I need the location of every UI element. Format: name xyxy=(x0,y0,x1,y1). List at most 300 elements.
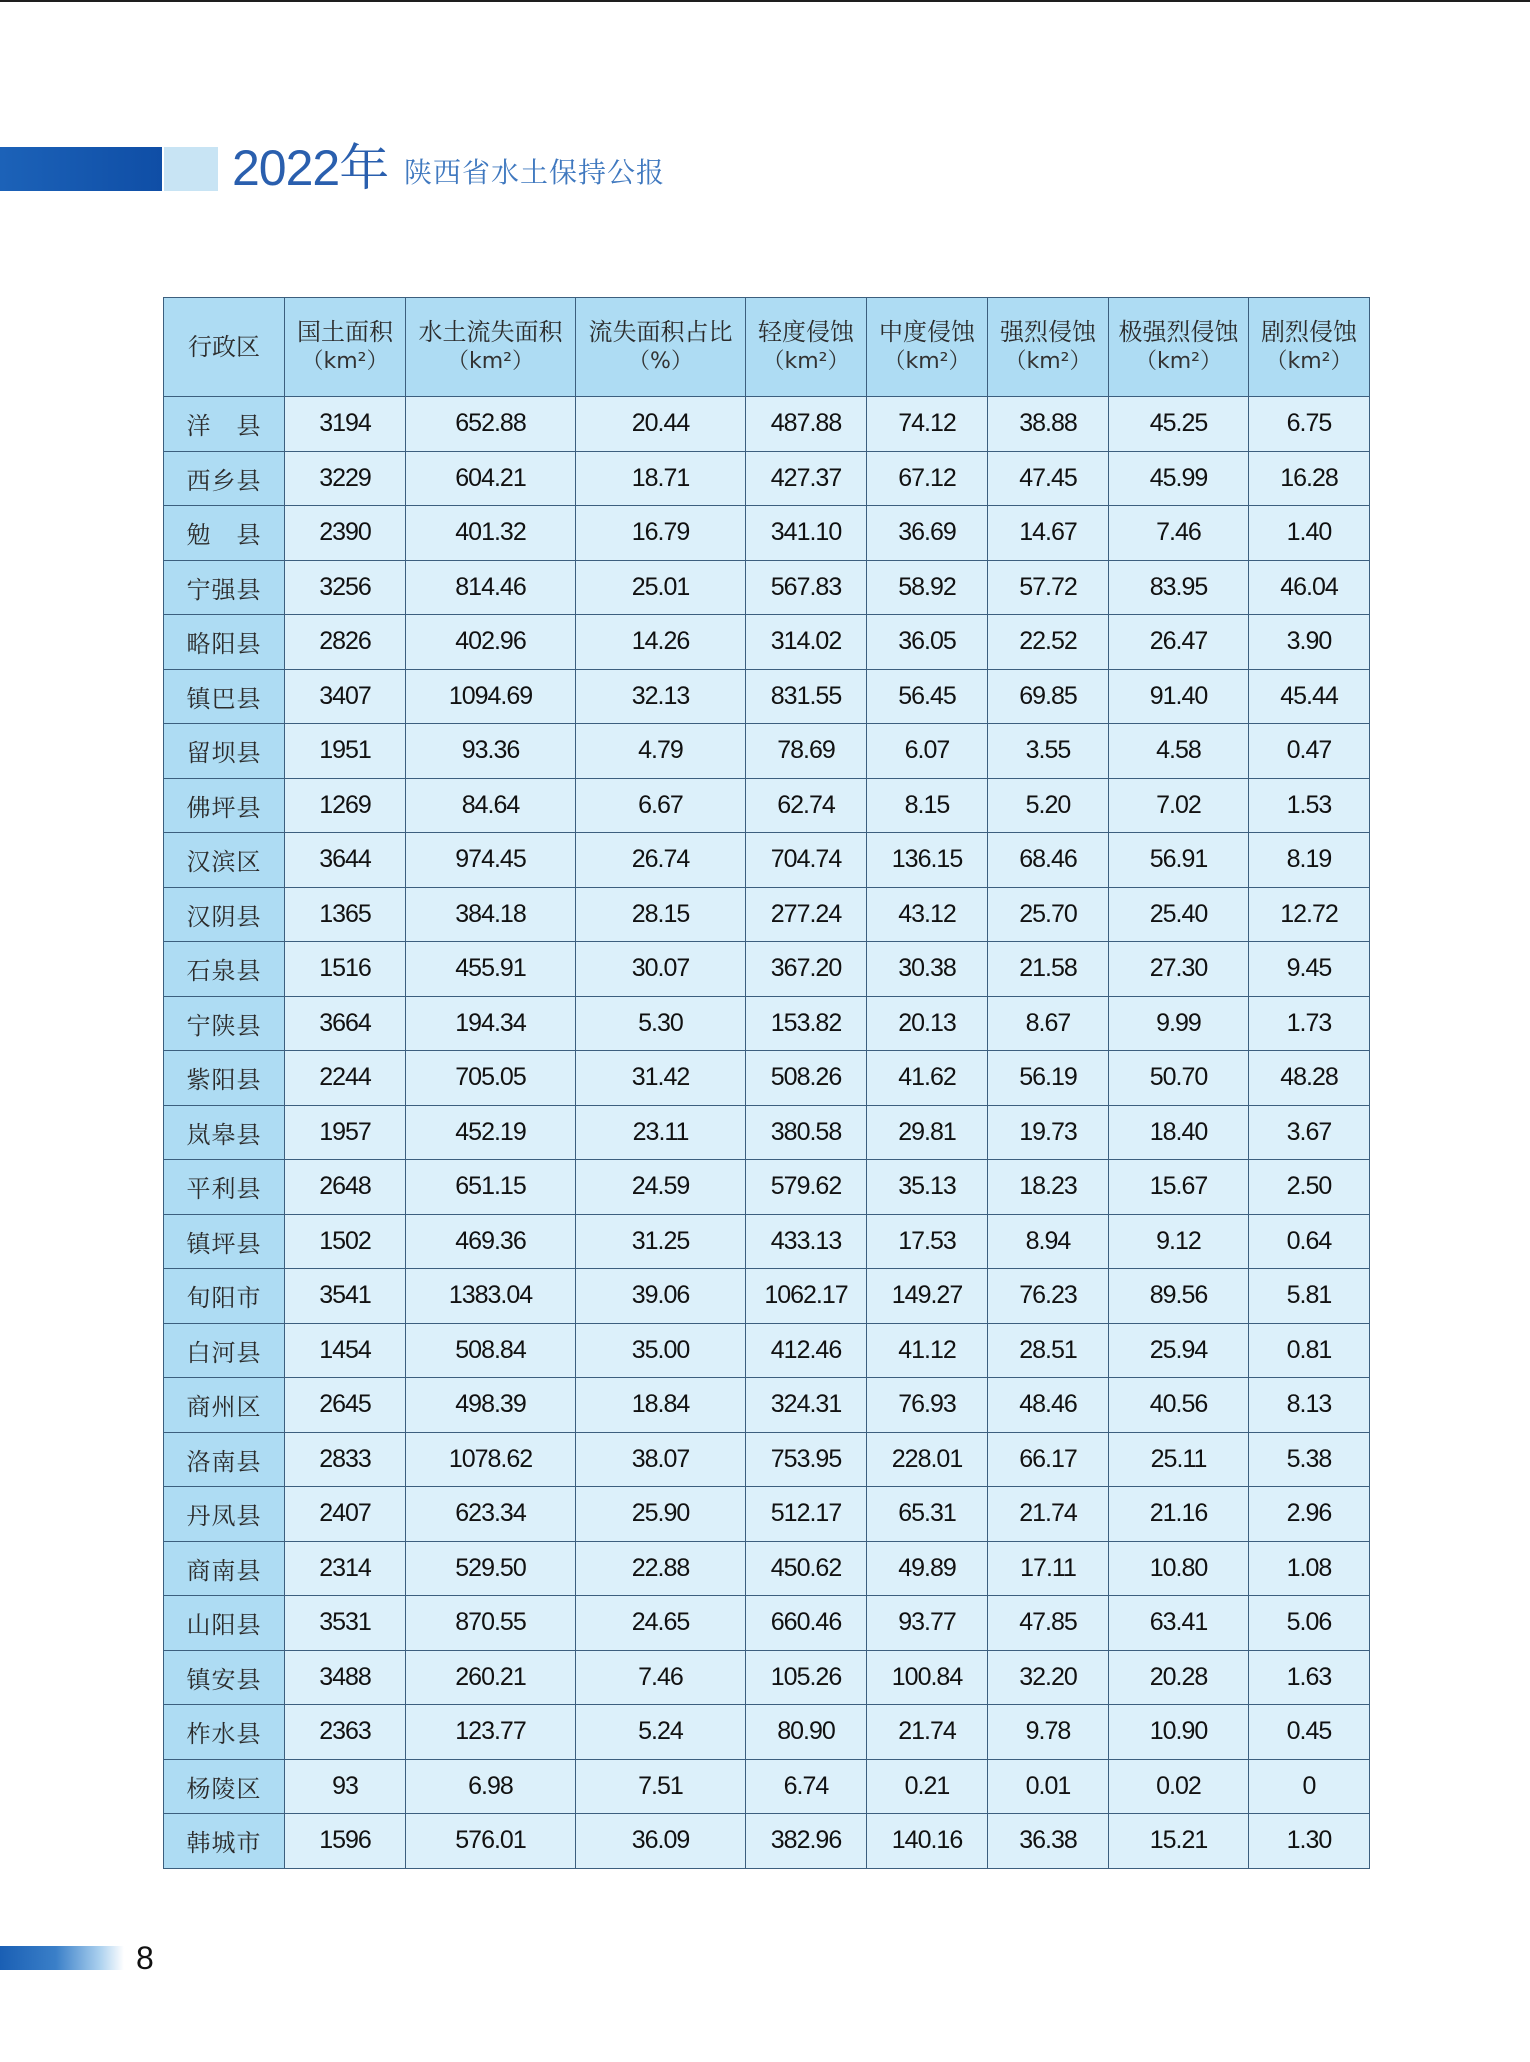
value-cell: 1502 xyxy=(285,1214,406,1269)
column-header-unit: （km²） xyxy=(301,349,389,374)
column-header-unit: （km²） xyxy=(1135,349,1222,374)
table-row xyxy=(164,1487,1370,1542)
region-cell: 镇安县 xyxy=(164,1650,285,1705)
table-header-row xyxy=(164,298,1370,397)
value-cell: 5.38 xyxy=(1249,1432,1370,1487)
value-cell: 753.95 xyxy=(746,1432,867,1487)
value-cell: 41.12 xyxy=(867,1323,988,1378)
value-cell: 194.34 xyxy=(406,996,576,1051)
value-cell: 50.70 xyxy=(1109,1051,1249,1106)
value-cell: 18.84 xyxy=(576,1378,746,1433)
value-cell: 3256 xyxy=(285,560,406,615)
value-cell: 0.81 xyxy=(1249,1323,1370,1378)
value-cell: 62.74 xyxy=(746,778,867,833)
value-cell: 32.13 xyxy=(576,669,746,724)
column-header xyxy=(1109,298,1249,397)
value-cell: 314.02 xyxy=(746,615,867,670)
column-header-label: 国土面积 xyxy=(297,318,393,346)
table-row xyxy=(164,506,1370,561)
value-cell: 8.19 xyxy=(1249,833,1370,888)
value-cell: 3541 xyxy=(285,1269,406,1324)
table-row xyxy=(164,887,1370,942)
value-cell: 91.40 xyxy=(1109,669,1249,724)
value-cell: 25.94 xyxy=(1109,1323,1249,1378)
value-cell: 1957 xyxy=(285,1105,406,1160)
value-cell: 10.90 xyxy=(1109,1705,1249,1760)
footer-accent-bar xyxy=(0,1946,124,1970)
value-cell: 1454 xyxy=(285,1323,406,1378)
value-cell: 21.16 xyxy=(1109,1487,1249,1542)
value-cell: 80.90 xyxy=(746,1705,867,1760)
value-cell: 105.26 xyxy=(746,1650,867,1705)
value-cell: 14.67 xyxy=(988,506,1109,561)
region-cell: 平利县 xyxy=(164,1160,285,1215)
region-cell: 白河县 xyxy=(164,1323,285,1378)
value-cell: 1.08 xyxy=(1249,1541,1370,1596)
region-cell: 西乡县 xyxy=(164,451,285,506)
region-cell: 镇巴县 xyxy=(164,669,285,724)
table-row xyxy=(164,1214,1370,1269)
value-cell: 433.13 xyxy=(746,1214,867,1269)
value-cell: 1269 xyxy=(285,778,406,833)
value-cell: 27.30 xyxy=(1109,942,1249,997)
value-cell: 1383.04 xyxy=(406,1269,576,1324)
value-cell: 36.38 xyxy=(988,1814,1109,1869)
column-header xyxy=(746,298,867,397)
value-cell: 3.90 xyxy=(1249,615,1370,670)
value-cell: 39.06 xyxy=(576,1269,746,1324)
value-cell: 45.25 xyxy=(1109,397,1249,452)
value-cell: 6.07 xyxy=(867,724,988,779)
value-cell: 17.11 xyxy=(988,1541,1109,1596)
value-cell: 6.75 xyxy=(1249,397,1370,452)
column-header-label: 剧烈侵蚀 xyxy=(1261,318,1357,346)
value-cell: 14.26 xyxy=(576,615,746,670)
value-cell: 5.20 xyxy=(988,778,1109,833)
region-cell: 留坝县 xyxy=(164,724,285,779)
value-cell: 9.99 xyxy=(1109,996,1249,1051)
value-cell: 2314 xyxy=(285,1541,406,1596)
value-cell: 48.46 xyxy=(988,1378,1109,1433)
value-cell: 56.45 xyxy=(867,669,988,724)
value-cell: 20.44 xyxy=(576,397,746,452)
column-header-label: 流失面积占比 xyxy=(588,318,733,346)
value-cell: 136.15 xyxy=(867,833,988,888)
table-row xyxy=(164,1814,1370,1869)
value-cell: 153.82 xyxy=(746,996,867,1051)
value-cell: 18.71 xyxy=(576,451,746,506)
table-row xyxy=(164,1432,1370,1487)
value-cell: 1078.62 xyxy=(406,1432,576,1487)
value-cell: 46.04 xyxy=(1249,560,1370,615)
column-header xyxy=(988,298,1109,397)
region-cell: 镇坪县 xyxy=(164,1214,285,1269)
table-row xyxy=(164,833,1370,888)
value-cell: 3.67 xyxy=(1249,1105,1370,1160)
column-header xyxy=(285,298,406,397)
value-cell: 48.28 xyxy=(1249,1051,1370,1106)
table-row xyxy=(164,1051,1370,1106)
value-cell: 21.58 xyxy=(988,942,1109,997)
region-cell: 勉 县 xyxy=(164,506,285,561)
table-row xyxy=(164,1705,1370,1760)
column-header-label: 水土流失面积 xyxy=(418,318,563,346)
value-cell: 508.84 xyxy=(406,1323,576,1378)
column-header xyxy=(164,298,285,397)
value-cell: 57.72 xyxy=(988,560,1109,615)
value-cell: 3488 xyxy=(285,1650,406,1705)
value-cell: 20.28 xyxy=(1109,1650,1249,1705)
value-cell: 3.55 xyxy=(988,724,1109,779)
value-cell: 22.88 xyxy=(576,1541,746,1596)
table-row xyxy=(164,1596,1370,1651)
value-cell: 2648 xyxy=(285,1160,406,1215)
region-cell: 山阳县 xyxy=(164,1596,285,1651)
value-cell: 26.74 xyxy=(576,833,746,888)
value-cell: 529.50 xyxy=(406,1541,576,1596)
value-cell: 36.69 xyxy=(867,506,988,561)
value-cell: 56.91 xyxy=(1109,833,1249,888)
region-cell: 柞水县 xyxy=(164,1705,285,1760)
value-cell: 19.73 xyxy=(988,1105,1109,1160)
value-cell: 20.13 xyxy=(867,996,988,1051)
value-cell: 84.64 xyxy=(406,778,576,833)
column-header-unit: （km²） xyxy=(1004,349,1092,374)
column-header-label: 极强烈侵蚀 xyxy=(1118,318,1239,346)
value-cell: 2390 xyxy=(285,506,406,561)
value-cell: 260.21 xyxy=(406,1650,576,1705)
value-cell: 16.79 xyxy=(576,506,746,561)
value-cell: 8.94 xyxy=(988,1214,1109,1269)
value-cell: 15.21 xyxy=(1109,1814,1249,1869)
value-cell: 74.12 xyxy=(867,397,988,452)
value-cell: 18.40 xyxy=(1109,1105,1249,1160)
table-row xyxy=(164,996,1370,1051)
value-cell: 18.23 xyxy=(988,1160,1109,1215)
header-year: 2022年 xyxy=(232,140,389,196)
value-cell: 1094.69 xyxy=(406,669,576,724)
value-cell: 7.51 xyxy=(576,1759,746,1814)
value-cell: 45.99 xyxy=(1109,451,1249,506)
value-cell: 367.20 xyxy=(746,942,867,997)
top-rule xyxy=(0,0,1530,2)
value-cell: 427.37 xyxy=(746,451,867,506)
column-header-unit: （km²） xyxy=(883,349,971,374)
value-cell: 0 xyxy=(1249,1759,1370,1814)
value-cell: 228.01 xyxy=(867,1432,988,1487)
value-cell: 38.07 xyxy=(576,1432,746,1487)
soil-erosion-table xyxy=(163,297,1370,1869)
value-cell: 7.46 xyxy=(576,1650,746,1705)
value-cell: 89.56 xyxy=(1109,1269,1249,1324)
table-row xyxy=(164,397,1370,452)
value-cell: 3664 xyxy=(285,996,406,1051)
value-cell: 3644 xyxy=(285,833,406,888)
column-header xyxy=(406,298,576,397)
value-cell: 512.17 xyxy=(746,1487,867,1542)
value-cell: 45.44 xyxy=(1249,669,1370,724)
value-cell: 7.02 xyxy=(1109,778,1249,833)
value-cell: 623.34 xyxy=(406,1487,576,1542)
table-row xyxy=(164,724,1370,779)
value-cell: 402.96 xyxy=(406,615,576,670)
value-cell: 41.62 xyxy=(867,1051,988,1106)
value-cell: 567.83 xyxy=(746,560,867,615)
value-cell: 32.20 xyxy=(988,1650,1109,1705)
region-cell: 岚皋县 xyxy=(164,1105,285,1160)
value-cell: 29.81 xyxy=(867,1105,988,1160)
value-cell: 35.13 xyxy=(867,1160,988,1215)
region-cell: 旬阳市 xyxy=(164,1269,285,1324)
value-cell: 68.46 xyxy=(988,833,1109,888)
column-header-label: 轻度侵蚀 xyxy=(758,318,854,346)
value-cell: 2826 xyxy=(285,615,406,670)
value-cell: 1.53 xyxy=(1249,778,1370,833)
value-cell: 1516 xyxy=(285,942,406,997)
header-accent-bar xyxy=(0,147,162,191)
value-cell: 93.77 xyxy=(867,1596,988,1651)
value-cell: 8.67 xyxy=(988,996,1109,1051)
region-cell: 石泉县 xyxy=(164,942,285,997)
value-cell: 31.25 xyxy=(576,1214,746,1269)
value-cell: 25.11 xyxy=(1109,1432,1249,1487)
value-cell: 341.10 xyxy=(746,506,867,561)
region-cell: 商州区 xyxy=(164,1378,285,1433)
value-cell: 31.42 xyxy=(576,1051,746,1106)
value-cell: 487.88 xyxy=(746,397,867,452)
value-cell: 1.30 xyxy=(1249,1814,1370,1869)
value-cell: 30.07 xyxy=(576,942,746,997)
table-row xyxy=(164,669,1370,724)
value-cell: 450.62 xyxy=(746,1541,867,1596)
value-cell: 3194 xyxy=(285,397,406,452)
value-cell: 9.12 xyxy=(1109,1214,1249,1269)
table-row xyxy=(164,1160,1370,1215)
value-cell: 660.46 xyxy=(746,1596,867,1651)
value-cell: 25.90 xyxy=(576,1487,746,1542)
value-cell: 63.41 xyxy=(1109,1596,1249,1651)
value-cell: 40.56 xyxy=(1109,1378,1249,1433)
value-cell: 26.47 xyxy=(1109,615,1249,670)
value-cell: 83.95 xyxy=(1109,560,1249,615)
value-cell: 6.74 xyxy=(746,1759,867,1814)
region-cell: 洛南县 xyxy=(164,1432,285,1487)
value-cell: 452.19 xyxy=(406,1105,576,1160)
value-cell: 1.73 xyxy=(1249,996,1370,1051)
region-cell: 紫阳县 xyxy=(164,1051,285,1106)
table-row xyxy=(164,778,1370,833)
value-cell: 76.23 xyxy=(988,1269,1109,1324)
value-cell: 3407 xyxy=(285,669,406,724)
value-cell: 47.45 xyxy=(988,451,1109,506)
table-row xyxy=(164,1650,1370,1705)
value-cell: 277.24 xyxy=(746,887,867,942)
value-cell: 12.72 xyxy=(1249,887,1370,942)
value-cell: 56.19 xyxy=(988,1051,1109,1106)
value-cell: 43.12 xyxy=(867,887,988,942)
value-cell: 1365 xyxy=(285,887,406,942)
table-row xyxy=(164,1269,1370,1324)
value-cell: 38.88 xyxy=(988,397,1109,452)
value-cell: 705.05 xyxy=(406,1051,576,1106)
value-cell: 58.92 xyxy=(867,560,988,615)
value-cell: 1.40 xyxy=(1249,506,1370,561)
page-number: 8 xyxy=(136,1940,154,1976)
region-cell: 略阳县 xyxy=(164,615,285,670)
value-cell: 47.85 xyxy=(988,1596,1109,1651)
table-row xyxy=(164,615,1370,670)
value-cell: 15.67 xyxy=(1109,1160,1249,1215)
value-cell: 93 xyxy=(285,1759,406,1814)
table-row xyxy=(164,942,1370,997)
value-cell: 149.27 xyxy=(867,1269,988,1324)
value-cell: 2.96 xyxy=(1249,1487,1370,1542)
value-cell: 4.79 xyxy=(576,724,746,779)
value-cell: 652.88 xyxy=(406,397,576,452)
value-cell: 0.02 xyxy=(1109,1759,1249,1814)
value-cell: 0.21 xyxy=(867,1759,988,1814)
value-cell: 324.31 xyxy=(746,1378,867,1433)
value-cell: 100.84 xyxy=(867,1650,988,1705)
value-cell: 9.78 xyxy=(988,1705,1109,1760)
table-row xyxy=(164,1541,1370,1596)
value-cell: 604.21 xyxy=(406,451,576,506)
value-cell: 831.55 xyxy=(746,669,867,724)
value-cell: 508.26 xyxy=(746,1051,867,1106)
value-cell: 814.46 xyxy=(406,560,576,615)
value-cell: 2363 xyxy=(285,1705,406,1760)
column-header-label: 行政区 xyxy=(188,333,260,361)
column-header-label: 中度侵蚀 xyxy=(879,318,975,346)
value-cell: 4.58 xyxy=(1109,724,1249,779)
value-cell: 384.18 xyxy=(406,887,576,942)
value-cell: 123.77 xyxy=(406,1705,576,1760)
value-cell: 36.09 xyxy=(576,1814,746,1869)
value-cell: 651.15 xyxy=(406,1160,576,1215)
value-cell: 1062.17 xyxy=(746,1269,867,1324)
value-cell: 5.81 xyxy=(1249,1269,1370,1324)
value-cell: 0.64 xyxy=(1249,1214,1370,1269)
value-cell: 3229 xyxy=(285,451,406,506)
value-cell: 5.06 xyxy=(1249,1596,1370,1651)
value-cell: 2645 xyxy=(285,1378,406,1433)
table-row xyxy=(164,1323,1370,1378)
table-row xyxy=(164,1378,1370,1433)
value-cell: 8.15 xyxy=(867,778,988,833)
column-header-label: 强烈侵蚀 xyxy=(1000,318,1096,346)
column-header-unit: （km²） xyxy=(1265,349,1353,374)
column-header-unit: （km²） xyxy=(762,349,850,374)
value-cell: 25.70 xyxy=(988,887,1109,942)
table-row xyxy=(164,560,1370,615)
value-cell: 66.17 xyxy=(988,1432,1109,1487)
value-cell: 2244 xyxy=(285,1051,406,1106)
value-cell: 30.38 xyxy=(867,942,988,997)
value-cell: 412.46 xyxy=(746,1323,867,1378)
value-cell: 0.47 xyxy=(1249,724,1370,779)
value-cell: 1596 xyxy=(285,1814,406,1869)
value-cell: 2833 xyxy=(285,1432,406,1487)
value-cell: 28.15 xyxy=(576,887,746,942)
value-cell: 65.31 xyxy=(867,1487,988,1542)
region-cell: 佛坪县 xyxy=(164,778,285,833)
table-row xyxy=(164,451,1370,506)
region-cell: 汉阴县 xyxy=(164,887,285,942)
value-cell: 576.01 xyxy=(406,1814,576,1869)
value-cell: 93.36 xyxy=(406,724,576,779)
value-cell: 455.91 xyxy=(406,942,576,997)
region-cell: 商南县 xyxy=(164,1541,285,1596)
column-header-unit: （%） xyxy=(628,349,693,374)
value-cell: 78.69 xyxy=(746,724,867,779)
table-body xyxy=(164,397,1370,1869)
value-cell: 2407 xyxy=(285,1487,406,1542)
value-cell: 1951 xyxy=(285,724,406,779)
column-header-unit: （km²） xyxy=(447,349,534,374)
value-cell: 2.50 xyxy=(1249,1160,1370,1215)
table-row xyxy=(164,1105,1370,1160)
value-cell: 401.32 xyxy=(406,506,576,561)
value-cell: 25.40 xyxy=(1109,887,1249,942)
value-cell: 69.85 xyxy=(988,669,1109,724)
value-cell: 498.39 xyxy=(406,1378,576,1433)
value-cell: 0.45 xyxy=(1249,1705,1370,1760)
value-cell: 870.55 xyxy=(406,1596,576,1651)
value-cell: 380.58 xyxy=(746,1105,867,1160)
region-cell: 韩城市 xyxy=(164,1814,285,1869)
value-cell: 21.74 xyxy=(867,1705,988,1760)
value-cell: 1.63 xyxy=(1249,1650,1370,1705)
value-cell: 24.59 xyxy=(576,1160,746,1215)
value-cell: 5.24 xyxy=(576,1705,746,1760)
value-cell: 5.30 xyxy=(576,996,746,1051)
value-cell: 7.46 xyxy=(1109,506,1249,561)
table-row xyxy=(164,1759,1370,1814)
column-header xyxy=(867,298,988,397)
column-header xyxy=(1249,298,1370,397)
value-cell: 24.65 xyxy=(576,1596,746,1651)
value-cell: 9.45 xyxy=(1249,942,1370,997)
region-cell: 宁强县 xyxy=(164,560,285,615)
value-cell: 3531 xyxy=(285,1596,406,1651)
value-cell: 36.05 xyxy=(867,615,988,670)
region-cell: 丹凤县 xyxy=(164,1487,285,1542)
value-cell: 25.01 xyxy=(576,560,746,615)
value-cell: 28.51 xyxy=(988,1323,1109,1378)
region-cell: 杨陵区 xyxy=(164,1759,285,1814)
value-cell: 8.13 xyxy=(1249,1378,1370,1433)
value-cell: 67.12 xyxy=(867,451,988,506)
value-cell: 974.45 xyxy=(406,833,576,888)
value-cell: 140.16 xyxy=(867,1814,988,1869)
value-cell: 6.67 xyxy=(576,778,746,833)
value-cell: 6.98 xyxy=(406,1759,576,1814)
column-header xyxy=(576,298,746,397)
value-cell: 16.28 xyxy=(1249,451,1370,506)
value-cell: 0.01 xyxy=(988,1759,1109,1814)
region-cell: 洋 县 xyxy=(164,397,285,452)
value-cell: 49.89 xyxy=(867,1541,988,1596)
value-cell: 704.74 xyxy=(746,833,867,888)
header-accent-bar-light xyxy=(164,147,218,191)
value-cell: 10.80 xyxy=(1109,1541,1249,1596)
value-cell: 382.96 xyxy=(746,1814,867,1869)
value-cell: 22.52 xyxy=(988,615,1109,670)
region-cell: 汉滨区 xyxy=(164,833,285,888)
value-cell: 35.00 xyxy=(576,1323,746,1378)
value-cell: 76.93 xyxy=(867,1378,988,1433)
header-title: 陕西省水土保持公报 xyxy=(404,156,666,189)
